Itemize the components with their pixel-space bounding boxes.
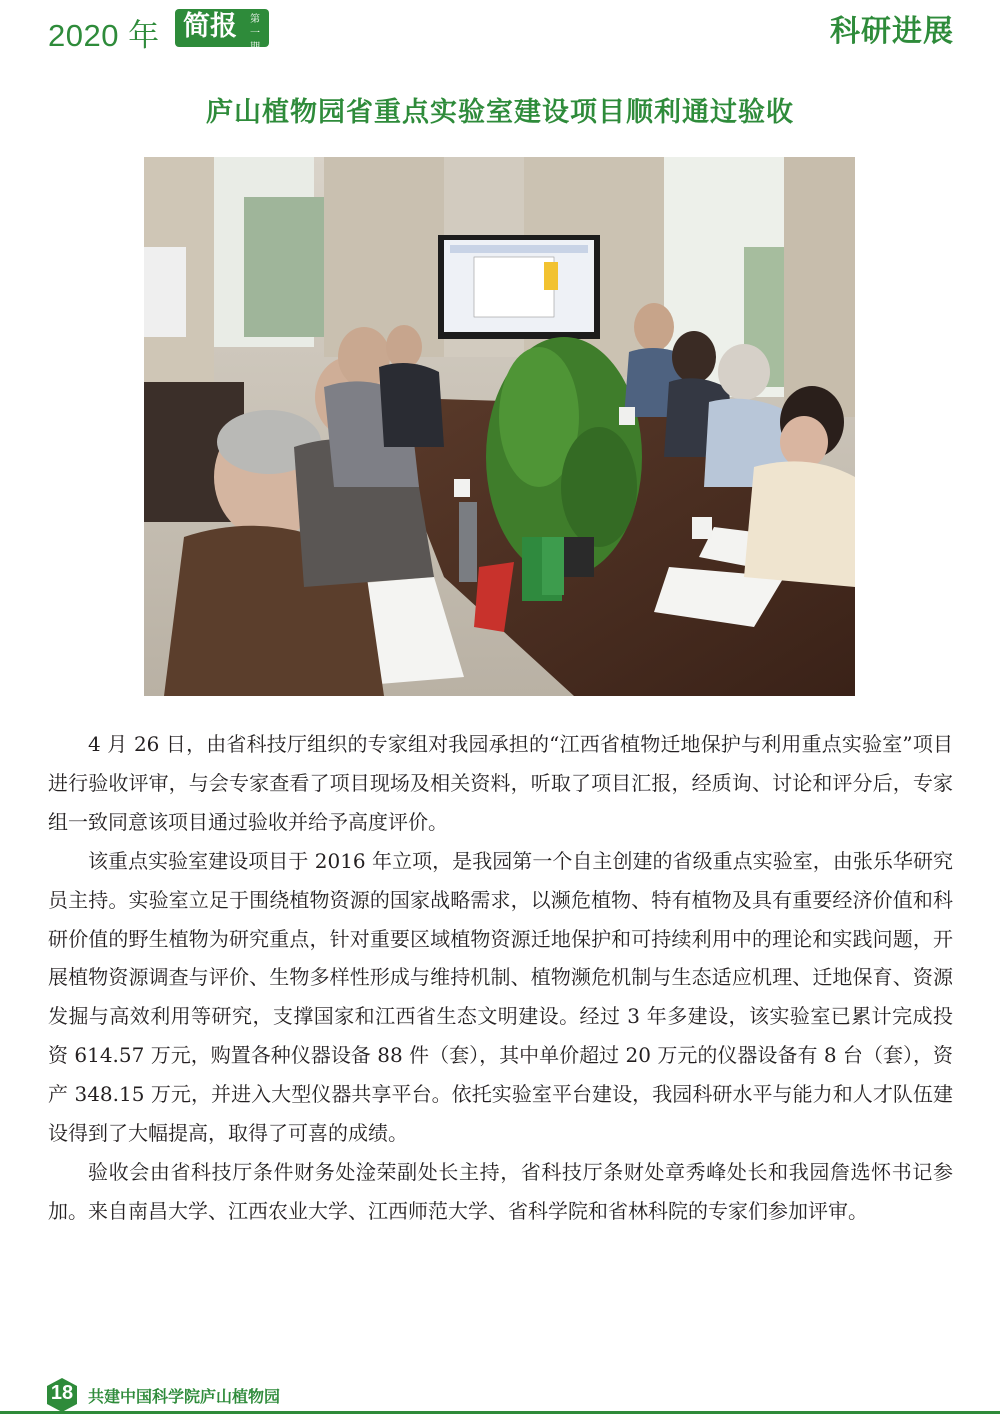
paragraph-1: 4 月 26 日，由省科技厅组织的专家组对我园承担的“江西省植物迁地保护与利用重点实验室”项目进行验收评审，与会专家查看了项目现场及相关资料，听取了项目汇报，经质询、讨论和评分后，专家组一致同意该项目通过验收并给予高度评价。 <box>48 732 953 834</box>
issue-label: 第一期 <box>250 14 260 53</box>
year-label: 2020 年 <box>48 18 160 53</box>
brief-label: 简报 <box>183 11 237 42</box>
article-body <box>48 725 953 1231</box>
footer-org-text: 共建中国科学院庐山植物园 <box>88 1387 281 1406</box>
brief-badge <box>175 9 269 53</box>
page-number: 18 <box>50 1382 74 1404</box>
section-tag: 科研进展 <box>830 14 954 49</box>
paragraph-2: 该重点实验室建设项目于 2016 年立项，是我园第一个自主创建的省级重点实验室，由张乐华研究员主持。实验室立足于围绕植物资源的国家战略需求，以濒危植物、特有植物及具有重要经济价值和科研价值的野生植物为研究重点，针对重要区域植物资源迁地保护和可持续利用中的理论和实践问题，开展植物资源调查与评价、生物多样性形成与维持机制、植物濒危机制与生态适应机理、迁地保育、资源发掘与高效利用等研究，支撑国家和江西省生态文明建设。经过 3 年多建设，该实验室已累计完成投资 614.57 万元，购置各种仪器设备 88 件（套），其中单价超过 20 万元的仪器设备有 8 台（套），资产 348.15 万元，并进入大型仪器共享平台。依托实验室平台建设，我园科研水平与能力和人才队伍建设得到了大幅提高，取得了可喜的成绩。 <box>48 848 953 1146</box>
footer-divider <box>0 1411 1000 1414</box>
article-title: 庐山植物园省重点实验室建设项目顺利通过验收 <box>206 97 794 128</box>
meeting-photo <box>144 157 855 696</box>
page-footer <box>0 1375 1000 1415</box>
page-header <box>0 0 1000 60</box>
paragraph-3: 验收会由省科技厅条件财务处淦荣副处长主持，省科技厅条财处章秀峰处长和我园詹选怀书记参加。来自南昌大学、江西农业大学、江西师范大学、省科学院和省林科院的专家们参加评审。 <box>48 1159 953 1223</box>
